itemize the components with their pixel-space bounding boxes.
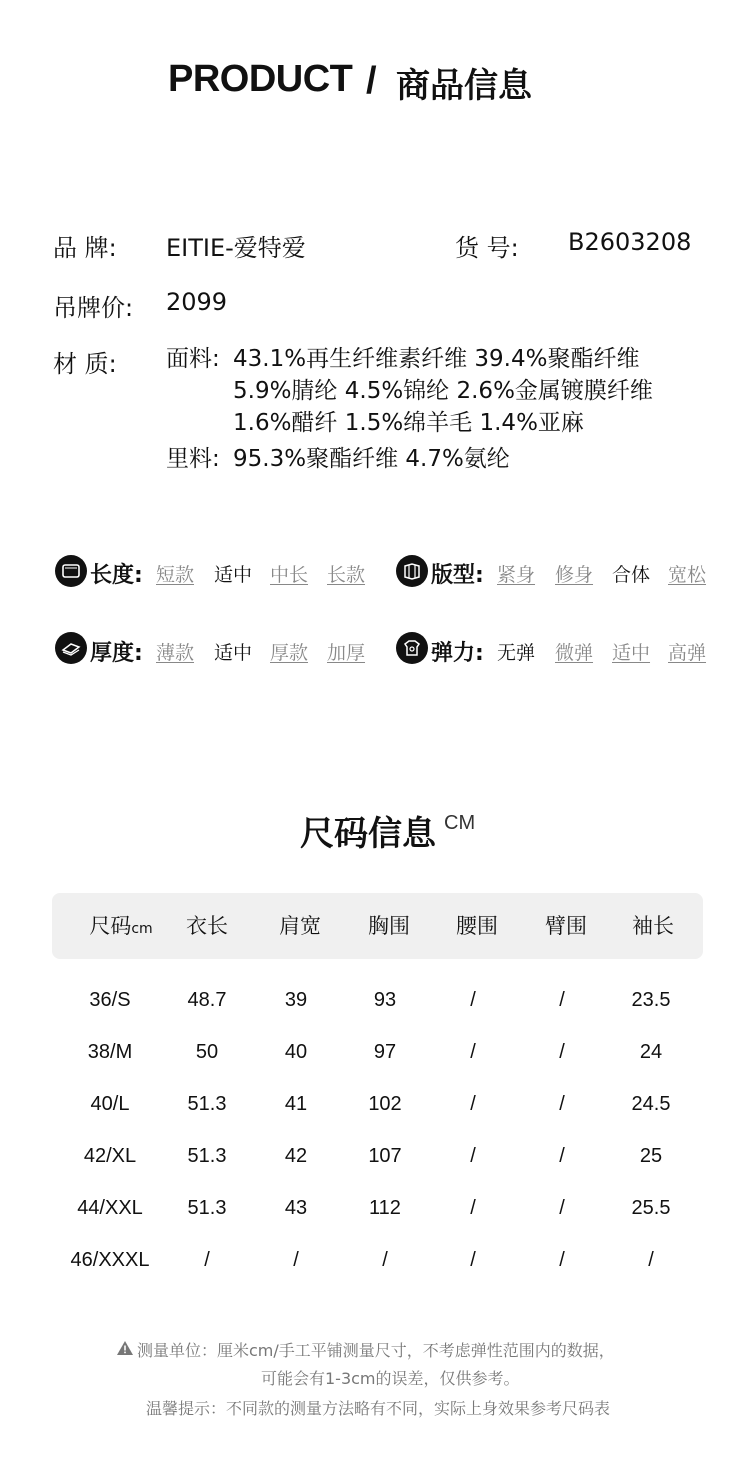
- brand-value: EITIE-爱特爱: [166, 234, 306, 262]
- title-slash: /: [366, 60, 377, 102]
- cell-shoulder: 42: [284, 1145, 308, 1167]
- size-title: 尺码信息: [300, 814, 436, 854]
- elasticity-option-none: 无弹: [497, 642, 536, 664]
- cell-shoulder: 41: [284, 1093, 308, 1115]
- fit-icon: [396, 555, 428, 587]
- cell-size: 46/XXXL: [70, 1249, 150, 1271]
- thickness-option-medium: 适中: [214, 642, 253, 664]
- cell-arm: /: [559, 1041, 565, 1063]
- cell-sleeve: 25.5: [631, 1197, 671, 1219]
- title-en: PRODUCT: [168, 58, 353, 100]
- header-chest: 胸围: [368, 914, 410, 938]
- cell-chest: 107: [368, 1145, 402, 1167]
- cell-sleeve: 23.5: [631, 989, 671, 1011]
- length-icon: [55, 555, 87, 587]
- header-length: 衣长: [186, 914, 228, 938]
- cell-length: /: [204, 1249, 210, 1271]
- cell-size: 42/XL: [83, 1145, 137, 1167]
- cell-length: 51.3: [187, 1197, 227, 1219]
- fabric-line-3: 1.6%醋纤 1.5%绵羊毛 1.4%亚麻: [233, 410, 584, 436]
- cell-waist: /: [470, 1041, 476, 1063]
- cell-chest: /: [382, 1249, 388, 1271]
- lining-value: 95.3%聚酯纤维 4.7%氨纶: [233, 446, 510, 472]
- cell-shoulder: /: [293, 1249, 299, 1271]
- cell-sleeve: 25: [639, 1145, 663, 1167]
- cell-size: 40/L: [90, 1093, 130, 1115]
- fit-option-loose: 宽松: [668, 564, 707, 586]
- elasticity-label: 弹力:: [431, 641, 484, 666]
- cell-arm: /: [559, 989, 565, 1011]
- cell-length: 48.7: [187, 989, 227, 1011]
- length-label: 长度:: [90, 563, 143, 588]
- thickness-option-thin: 薄款: [156, 642, 195, 664]
- thickness-option-extra-thick: 加厚: [327, 642, 366, 664]
- fit-option-slim: 修身: [555, 564, 594, 586]
- cell-waist: /: [470, 989, 476, 1011]
- cell-chest: 97: [373, 1041, 397, 1063]
- cell-chest: 93: [373, 989, 397, 1011]
- cell-waist: /: [470, 1197, 476, 1219]
- cell-shoulder: 39: [284, 989, 308, 1011]
- thickness-icon: [55, 632, 87, 664]
- cell-waist: /: [470, 1145, 476, 1167]
- cell-length: 51.3: [187, 1093, 227, 1115]
- header-arm: 臂围: [545, 914, 587, 938]
- cell-chest: 112: [369, 1197, 401, 1219]
- header-sleeve: 袖长: [632, 914, 674, 938]
- cell-arm: /: [559, 1197, 565, 1219]
- cell-arm: /: [559, 1093, 565, 1115]
- elasticity-option-high: 高弹: [668, 642, 707, 664]
- cell-arm: /: [559, 1249, 565, 1271]
- lining-label: 里料:: [166, 446, 220, 472]
- cell-size: 38/M: [87, 1041, 133, 1063]
- note-line-2: 可能会有1-3cm的误差，仅供参考。: [261, 1369, 520, 1388]
- material-label: 材 质:: [53, 350, 117, 378]
- cell-waist: /: [470, 1093, 476, 1115]
- fit-option-tight: 紧身: [497, 564, 536, 586]
- elasticity-option-medium: 适中: [612, 642, 651, 664]
- cell-chest: 102: [368, 1093, 402, 1115]
- fabric-line-1: 43.1%再生纤维素纤维 39.4%聚酯纤维: [233, 346, 640, 372]
- warning-icon: [116, 1340, 134, 1356]
- header-shoulder: 肩宽: [279, 914, 321, 938]
- note-line-3: 温馨提示：不同款的测量方法略有不同，实际上身效果参考尺码表: [146, 1399, 611, 1418]
- cell-sleeve: /: [648, 1249, 654, 1271]
- length-option-short: 短款: [156, 564, 195, 586]
- brand-label: 品 牌:: [53, 234, 117, 262]
- price-value: 2099: [166, 288, 228, 316]
- length-option-midlong: 中长: [270, 564, 309, 586]
- header-size: 尺码cm: [89, 914, 153, 938]
- sku-value: B2603208: [568, 228, 692, 256]
- note-line-1: 测量单位：厘米cm/手工平铺测量尺寸，不考虑弹性范围内的数据，: [137, 1341, 615, 1360]
- length-option-long: 长款: [327, 564, 366, 586]
- title-cn: 商品信息: [396, 66, 532, 106]
- cell-sleeve: 24.5: [631, 1093, 671, 1115]
- cell-length: 50: [195, 1041, 219, 1063]
- cell-waist: /: [470, 1249, 476, 1271]
- fabric-label: 面料:: [166, 346, 220, 372]
- fit-option-regular: 合体: [612, 564, 651, 586]
- cell-arm: /: [559, 1145, 565, 1167]
- size-unit: CM: [444, 812, 476, 834]
- size-table-header: [52, 893, 703, 959]
- cell-sleeve: 24: [639, 1041, 663, 1063]
- elasticity-option-slight: 微弹: [555, 642, 594, 664]
- fit-label: 版型:: [431, 563, 484, 588]
- header-waist: 腰围: [456, 914, 498, 938]
- cell-size: 36/S: [89, 989, 131, 1011]
- cell-size: 44/XXL: [77, 1197, 143, 1219]
- thickness-option-thick: 厚款: [270, 642, 309, 664]
- length-option-medium: 适中: [214, 564, 253, 586]
- thickness-label: 厚度:: [90, 641, 143, 666]
- fabric-line-2: 5.9%腈纶 4.5%锦纶 2.6%金属镀膜纤维: [233, 378, 653, 404]
- cell-length: 51.3: [187, 1145, 227, 1167]
- cell-shoulder: 40: [284, 1041, 308, 1063]
- sku-label: 货 号:: [455, 234, 519, 262]
- price-label: 吊牌价:: [53, 294, 134, 322]
- elasticity-icon: [396, 632, 428, 664]
- cell-shoulder: 43: [284, 1197, 308, 1219]
